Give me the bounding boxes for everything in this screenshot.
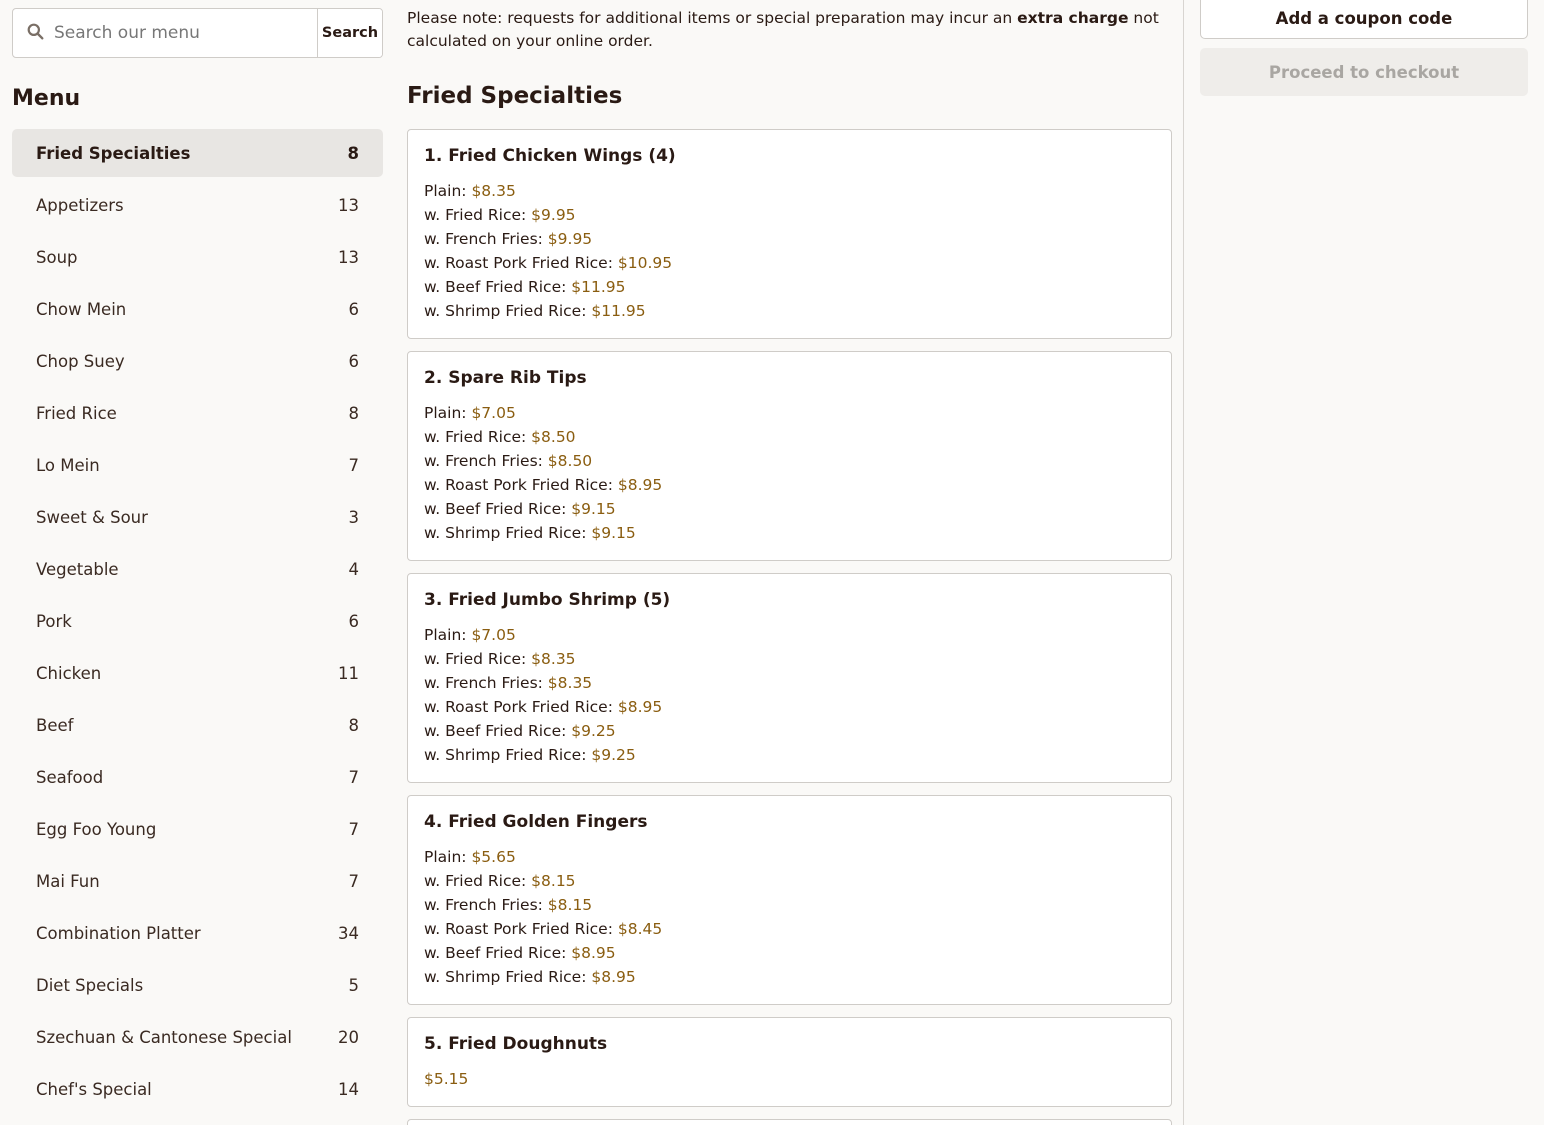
price-row — [424, 203, 1155, 227]
price-label: w. Shrimp Fried Rice: — [424, 524, 592, 542]
note-emphasis: extra charge — [1017, 9, 1129, 27]
price-label: w. Beef Fried Rice: — [424, 500, 572, 518]
price-row — [424, 719, 1155, 743]
category-label: Diet Specials — [36, 975, 144, 995]
price-list — [424, 1067, 1155, 1106]
category-count: 34 — [338, 923, 359, 943]
price-value: $8.50 — [547, 452, 593, 470]
category-label: Appetizers — [36, 195, 124, 215]
search-button[interactable]: Search — [317, 9, 382, 57]
category-label: Chop Suey — [36, 351, 125, 371]
category-label: Szechuan & Cantonese Special — [36, 1027, 292, 1047]
add-coupon-button[interactable]: Add a coupon code — [1200, 0, 1528, 39]
search-field — [13, 9, 317, 57]
category-label: Pork — [36, 611, 72, 631]
price-row — [424, 869, 1155, 893]
column-divider — [1183, 0, 1184, 1125]
price-row — [424, 497, 1155, 521]
category-label: Egg Foo Young — [36, 819, 157, 839]
menu-item-card[interactable] — [407, 129, 1172, 339]
menu-item-name: 3. Fried Jumbo Shrimp (5) — [424, 590, 671, 610]
menu-item-card[interactable] — [407, 573, 1172, 783]
category-item-egg-foo-young[interactable] — [12, 805, 383, 853]
price-value: $8.50 — [531, 428, 576, 446]
category-count: 13 — [338, 195, 359, 215]
price-row — [424, 1067, 1155, 1091]
search-box — [12, 8, 383, 58]
category-item-beef[interactable] — [12, 701, 383, 749]
price-label: w. Fried Rice: — [424, 206, 532, 224]
category-label: Vegetable — [36, 559, 119, 579]
category-label: Beef — [36, 715, 74, 735]
price-label: w. Fried Rice: — [424, 650, 532, 668]
price-label: w. Shrimp Fried Rice: — [424, 302, 592, 320]
category-item-appetizers[interactable] — [12, 181, 383, 229]
price-row — [424, 299, 1155, 323]
price-value: $8.35 — [471, 182, 516, 200]
price-label: w. Roast Pork Fried Rice: — [424, 698, 618, 716]
category-label: Mai Fun — [36, 871, 100, 891]
price-label: w. Fried Rice: — [424, 428, 532, 446]
price-list — [424, 401, 1155, 560]
price-label: w. French Fries: — [424, 896, 548, 914]
price-value: $11.95 — [591, 302, 646, 320]
category-count: 6 — [348, 299, 359, 319]
price-value: $9.95 — [547, 230, 593, 248]
category-count: 3 — [348, 507, 359, 527]
menu-item-name: 5. Fried Doughnuts — [424, 1034, 608, 1054]
note-text: Please note: requests for additional items or special preparation may incur an — [407, 9, 1018, 27]
category-label: Fried Rice — [36, 403, 117, 423]
category-item-szechuan-cantonese-special[interactable] — [12, 1013, 383, 1061]
category-count: 7 — [348, 767, 359, 787]
price-row — [424, 845, 1155, 869]
category-label: Lo Mein — [36, 455, 100, 475]
category-label: Seafood — [36, 767, 104, 787]
cart-panel — [1200, 0, 1528, 96]
category-item-soup[interactable] — [12, 233, 383, 281]
price-row — [424, 671, 1155, 695]
category-count: 5 — [348, 975, 359, 995]
category-label: Soup — [36, 247, 78, 267]
price-value: $9.15 — [591, 524, 636, 542]
price-label: w. Beef Fried Rice: — [424, 944, 572, 962]
category-count: 8 — [347, 143, 359, 163]
category-label: Chicken — [36, 663, 102, 683]
price-row — [424, 695, 1155, 719]
sidebar — [12, 8, 383, 1117]
price-value: $8.95 — [571, 944, 616, 962]
menu-item-name: 1. Fried Chicken Wings (4) — [424, 146, 676, 166]
price-row — [424, 521, 1155, 545]
price-label: Plain: — [424, 848, 472, 866]
price-value: $8.35 — [547, 674, 593, 692]
price-row — [424, 965, 1155, 989]
menu-item-card[interactable] — [407, 1017, 1172, 1107]
price-label: w. Beef Fried Rice: — [424, 722, 572, 740]
category-item-seafood[interactable] — [12, 753, 383, 801]
price-label: Plain: — [424, 182, 472, 200]
price-label: Plain: — [424, 626, 472, 644]
price-row — [424, 275, 1155, 299]
price-value: $10.95 — [617, 254, 673, 272]
price-row — [424, 227, 1155, 251]
note-text-end: not calculated on your online order. — [407, 9, 1159, 50]
category-count: 4 — [348, 559, 359, 579]
category-count: 11 — [338, 663, 359, 683]
menu-items — [407, 129, 1172, 1125]
price-value: $9.15 — [571, 500, 616, 518]
price-row — [424, 425, 1155, 449]
price-label: w. Roast Pork Fried Rice: — [424, 920, 618, 938]
category-item-chicken[interactable] — [12, 649, 383, 697]
category-item-chop-suey[interactable] — [12, 337, 383, 385]
price-value: $5.65 — [471, 848, 516, 866]
price-value: $8.15 — [531, 872, 576, 890]
price-list — [424, 623, 1155, 782]
category-label: Combination Platter — [36, 923, 201, 943]
category-label: Sweet & Sour — [36, 507, 148, 527]
price-row — [424, 179, 1155, 203]
price-row — [424, 917, 1155, 941]
menu-item-name: 2. Spare Rib Tips — [424, 368, 587, 388]
category-item-vegetable[interactable] — [12, 545, 383, 593]
category-item-lo-mein[interactable] — [12, 441, 383, 489]
price-value: $5.15 — [424, 1070, 469, 1088]
category-count: 7 — [348, 819, 359, 839]
price-row — [424, 743, 1155, 767]
category-item-mai-fun[interactable] — [12, 857, 383, 905]
category-item-diet-specials[interactable] — [12, 961, 383, 1009]
checkout-button[interactable]: Proceed to checkout — [1200, 48, 1528, 96]
price-label: w. French Fries: — [424, 230, 548, 248]
category-count: 8 — [348, 715, 359, 735]
category-item-fried-rice[interactable] — [12, 389, 383, 437]
price-value: $9.25 — [571, 722, 616, 740]
category-item-combination-platter[interactable] — [12, 909, 383, 957]
price-list — [424, 179, 1155, 338]
price-label: w. Shrimp Fried Rice: — [424, 968, 592, 986]
price-value: $7.05 — [471, 404, 516, 422]
category-label: Chef's Special — [36, 1079, 152, 1099]
price-row — [424, 401, 1155, 425]
category-item-chow-mein[interactable] — [12, 285, 383, 333]
price-row — [424, 893, 1155, 917]
section-title: Fried Specialties — [407, 83, 623, 109]
category-count: 7 — [348, 871, 359, 891]
price-label: w. French Fries: — [424, 674, 548, 692]
price-label: w. Shrimp Fried Rice: — [424, 746, 592, 764]
menu-item-name: 4. Fried Golden Fingers — [424, 812, 648, 832]
price-row — [424, 449, 1155, 473]
price-value: $8.35 — [531, 650, 576, 668]
category-item-sweet-sour[interactable] — [12, 493, 383, 541]
price-value: $8.45 — [617, 920, 663, 938]
category-label: Fried Specialties — [36, 143, 191, 163]
category-count: 8 — [348, 403, 359, 423]
price-value: $11.95 — [571, 278, 626, 296]
category-item-chefs-special[interactable] — [12, 1065, 383, 1113]
price-label: w. Fried Rice: — [424, 872, 532, 890]
price-row — [424, 941, 1155, 965]
category-item-pork[interactable] — [12, 597, 383, 645]
price-label: Plain: — [424, 404, 472, 422]
category-label: Chow Mein — [36, 299, 127, 319]
price-row — [424, 623, 1155, 647]
price-value: $8.95 — [617, 476, 663, 494]
category-list — [12, 129, 383, 1113]
price-value: $8.95 — [591, 968, 636, 986]
price-value: $8.95 — [617, 698, 663, 716]
category-count: 20 — [338, 1027, 359, 1047]
menu-item-card[interactable] — [407, 1119, 1172, 1125]
price-label: w. French Fries: — [424, 452, 548, 470]
price-label: w. Roast Pork Fried Rice: — [424, 476, 618, 494]
category-count: 14 — [338, 1079, 359, 1099]
price-row — [424, 473, 1155, 497]
category-count: 6 — [348, 611, 359, 631]
menu-content — [407, 0, 1172, 1125]
price-value: $9.25 — [591, 746, 636, 764]
price-value: $9.95 — [531, 206, 576, 224]
price-row — [424, 647, 1155, 671]
category-count: 6 — [348, 351, 359, 371]
search-input[interactable] — [54, 23, 294, 43]
category-count: 7 — [348, 455, 359, 475]
price-label: w. Beef Fried Rice: — [424, 278, 572, 296]
price-value: $8.15 — [547, 896, 593, 914]
price-list — [424, 845, 1155, 1004]
price-row — [424, 251, 1155, 275]
category-item-fried-specialties[interactable] — [12, 129, 383, 177]
category-count: 13 — [338, 247, 359, 267]
order-note — [407, 0, 1172, 53]
search-icon — [27, 23, 44, 44]
menu-item-card[interactable] — [407, 795, 1172, 1005]
price-value: $7.05 — [471, 626, 516, 644]
menu-item-card[interactable] — [407, 351, 1172, 561]
menu-title: Menu — [12, 86, 81, 111]
price-label: w. Roast Pork Fried Rice: — [424, 254, 618, 272]
